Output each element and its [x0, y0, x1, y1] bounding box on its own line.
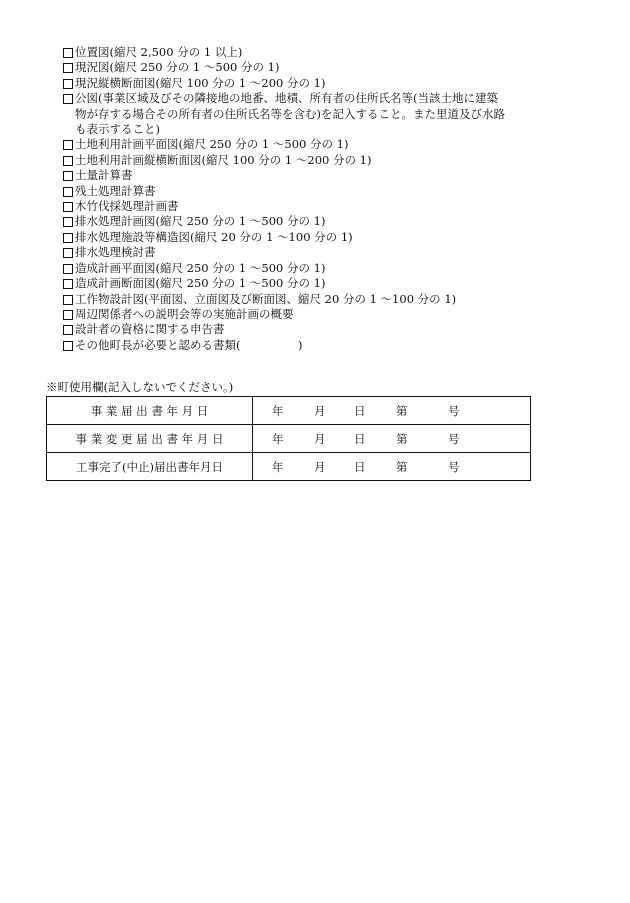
checklist-item-label: その他町長が必要と認める書類( ) — [75, 337, 303, 352]
checklist-item-label: 造成計画断面図(縮尺 250 分の 1 ～500 分の 1) — [75, 276, 326, 291]
checklist-item — [63, 137, 583, 152]
checklist-item — [63, 276, 583, 291]
usage-note: ※町使用欄(記入しないでください。) — [46, 380, 234, 394]
checklist-item — [63, 292, 583, 307]
checklist-item-label: 公図(事業区域及びその隣接地の地番、地積、所有者の住所氏名等(当該土地に建築 物が存する場合その所有者の住所氏名等を含む)を記入すること。また里道及び水路 も表示すること) — [75, 91, 505, 137]
checklist-item — [63, 60, 583, 75]
checkbox-square-icon[interactable] — [63, 48, 73, 58]
checklist-item-label: 残土処理計算書 — [75, 183, 156, 198]
usage-field-year: 年 — [272, 431, 284, 446]
usage-row-value — [253, 453, 531, 481]
usage-row — [47, 397, 531, 425]
usage-row-value — [253, 397, 531, 425]
usage-row — [47, 453, 531, 481]
town-use-table — [46, 396, 531, 481]
checklist-item-label: 設計者の資格に関する申告書 — [75, 322, 225, 337]
checkbox-square-icon[interactable] — [63, 279, 73, 289]
checklist-item — [63, 199, 583, 214]
usage-field-go: 号 — [448, 459, 460, 474]
checklist-item — [63, 184, 583, 199]
checklist-item — [63, 322, 583, 337]
checkbox-square-icon[interactable] — [63, 217, 73, 227]
usage-field-day: 日 — [354, 403, 366, 418]
checkbox-square-icon[interactable] — [63, 248, 73, 258]
usage-field-year: 年 — [272, 403, 284, 418]
usage-field-month: 月 — [314, 459, 326, 474]
checklist-item-label: 土地利用計画縦横断面図(縮尺 100 分の 1 ～200 分の 1) — [75, 152, 372, 167]
checklist-item — [63, 168, 583, 183]
usage-row — [47, 425, 531, 453]
usage-field-month: 月 — [314, 403, 326, 418]
checklist-item-label: 周辺関係者への説明会等の実施計画の概要 — [75, 306, 294, 321]
attachment-checklist — [63, 45, 583, 353]
checklist-item-label: 土量計算書 — [75, 168, 133, 183]
usage-row-label: 事 業 変 更 届 出 書 年 月 日 — [47, 425, 253, 453]
checklist-item — [63, 214, 583, 229]
checklist-item-label: 位置図(縮尺 2,500 分の 1 以上) — [75, 45, 243, 59]
checklist-item — [63, 245, 583, 260]
checklist-item-label: 造成計画平面図(縮尺 250 分の 1 ～500 分の 1) — [75, 260, 326, 275]
checkbox-square-icon[interactable] — [63, 202, 73, 212]
usage-field-day: 日 — [354, 431, 366, 446]
checkbox-square-icon[interactable] — [63, 341, 73, 351]
usage-field-go: 号 — [448, 403, 460, 418]
checklist-item-label: 現況図(縮尺 250 分の 1 ～500 分の 1) — [75, 60, 280, 75]
checkbox-square-icon[interactable] — [63, 264, 73, 274]
checklist-item — [63, 45, 583, 60]
checkbox-square-icon[interactable] — [63, 295, 73, 305]
checkbox-square-icon[interactable] — [63, 233, 73, 243]
usage-row-value — [253, 425, 531, 453]
checklist-item-label: 排水処理検討書 — [75, 245, 156, 260]
usage-row-label: 事 業 届 出 書 年 月 日 — [47, 397, 253, 425]
usage-row-label: 工事完了(中止)届出書年月日 — [47, 453, 253, 481]
checklist-item-label: 土地利用計画平面図(縮尺 250 分の 1 ～500 分の 1) — [75, 137, 349, 152]
checkbox-square-icon[interactable] — [63, 140, 73, 150]
checkbox-square-icon[interactable] — [63, 79, 73, 89]
usage-field-day: 日 — [354, 459, 366, 474]
checkbox-square-icon[interactable] — [63, 325, 73, 335]
usage-field-month: 月 — [314, 431, 326, 446]
usage-field-dai: 第 — [396, 431, 408, 446]
checkbox-square-icon[interactable] — [63, 310, 73, 320]
checklist-item — [63, 153, 583, 168]
usage-field-dai: 第 — [396, 459, 408, 474]
checkbox-square-icon[interactable] — [63, 156, 73, 166]
checklist-item-label: 木竹伐採処理計画書 — [75, 199, 179, 214]
checklist-item — [63, 91, 583, 137]
checkbox-square-icon[interactable] — [63, 171, 73, 181]
checkbox-square-icon[interactable] — [63, 187, 73, 197]
checklist-item — [63, 261, 583, 276]
checklist-item — [63, 338, 583, 353]
checklist-item — [63, 230, 583, 245]
usage-field-dai: 第 — [396, 403, 408, 418]
usage-field-year: 年 — [272, 459, 284, 474]
checkbox-square-icon[interactable] — [63, 63, 73, 73]
checklist-item-label: 現況縦横断面図(縮尺 100 分の 1 ～200 分の 1) — [75, 75, 326, 90]
checklist-item — [63, 76, 583, 91]
usage-field-go: 号 — [448, 431, 460, 446]
checkbox-square-icon[interactable] — [63, 94, 73, 104]
checklist-item-label: 排水処理計画図(縮尺 250 分の 1 ～500 分の 1) — [75, 214, 326, 229]
checklist-item — [63, 307, 583, 322]
checklist-item-label: 排水処理施設等構造図(縮尺 20 分の 1 ～100 分の 1) — [75, 229, 353, 244]
checklist-item-label: 工作物設計図(平面図、立面図及び断面図、縮尺 20 分の 1 ～100 分の 1) — [75, 291, 457, 306]
